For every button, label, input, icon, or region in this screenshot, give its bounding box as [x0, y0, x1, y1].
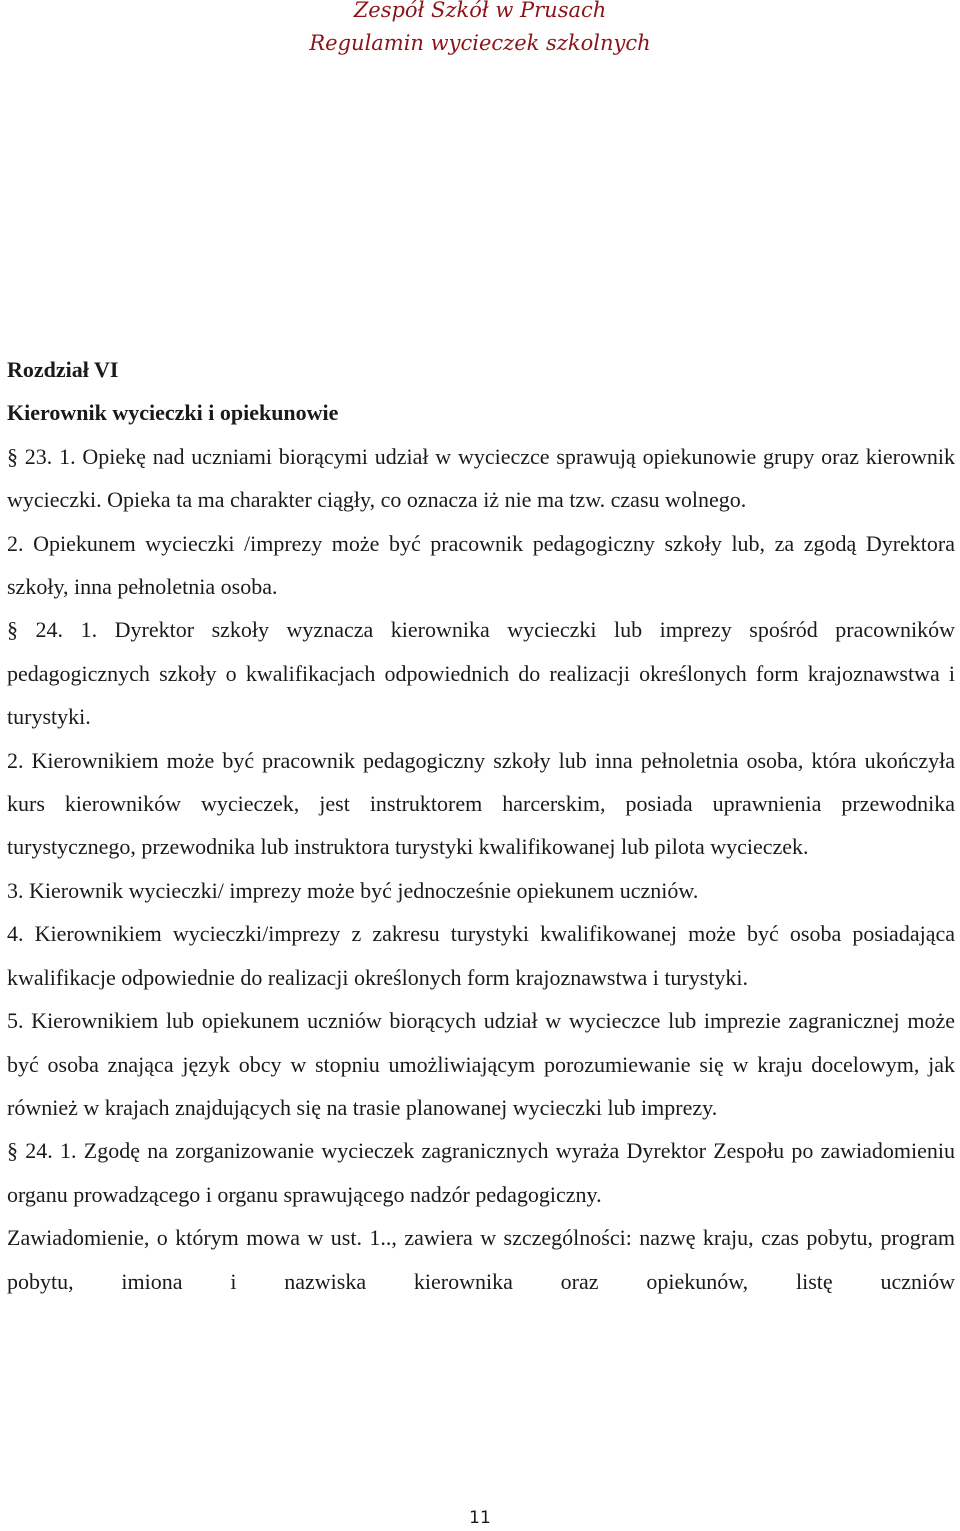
chapter-title: Kierownik wycieczki i opiekunowie	[7, 400, 339, 426]
header-document-title: Regulamin wycieczek szkolnych	[309, 31, 651, 55]
paragraph-24-1: § 24. 1. Dyrektor szkoły wyznacza kierownika wycieczki lub imprezy spośród pracowników pedagogicznych szkoły o kwalifikacjach odpowiednich do realizacji określonych form krajoznawstwa i turystyki.	[7, 617, 955, 730]
paragraph-24-5: 5. Kierownikiem lub opiekunem uczniów biorących udział w wycieczce lub imprezie zagranicznej może być osoba znająca język obcy w stopniu umożliwiającym porozumiewanie się w kraju docelowym, jak również w krajach znajdujących się na trasie planowanej wycieczki lub imprezy.	[7, 1008, 955, 1120]
paragraph-notification: Zawiadomienie, o którym mowa w ust. 1.., zawiera w szczególności: nazwę kraju, czas pobytu, program pobytu, imiona i nazwiska kierownika oraz opiekunów, listę uczniów	[7, 1225, 955, 1294]
paragraph-24b-1: § 24. 1. Zgodę na zorganizowanie wycieczek zagranicznych wyraża Dyrektor Zespołu po zawiadomieniu organu prowadzącego i organu sprawującego nadzór pedagogiczny.	[7, 1138, 955, 1207]
chapter-number: Rozdział VI	[7, 357, 119, 382]
page-number: 11	[469, 1508, 491, 1528]
header-school-name: Zespół Szkół w Prusach	[353, 0, 607, 22]
paragraph-24-2: 2. Kierownikiem może być pracownik pedagogiczny szkoły lub inna pełnoletnia osoba, która ukończyła kurs kierowników wycieczek, jest instruktorem harcerskim, posiada uprawnienia przewodnika turystycznego, przewodnika lub instruktora turystyki kwalifikowanej lub pilota wycieczek.	[7, 747, 955, 860]
paragraph-23-1: § 23. 1. Opiekę nad uczniami biorącymi udział w wycieczce sprawują opiekunowie grupy oraz kierownik wycieczki. Opieka ta ma charakter ciągły, co oznacza iż nie ma tzw. czasu wolnego.	[7, 443, 955, 513]
document-body	[7, 348, 955, 1303]
paragraph-24-3: 3. Kierownik wycieczki/ imprezy może być jednocześnie opiekunem uczniów.	[7, 877, 699, 903]
paragraph-24-4: 4. Kierownikiem wycieczki/imprezy z zakresu turystyki kwalifikowanej może być osoba posiadająca kwalifikacje odpowiednie do realizacji określonych form krajoznawstwa i turystyki.	[7, 921, 955, 990]
paragraph-23-2: 2. Opiekunem wycieczki /imprezy może być pracownik pedagogiczny szkoły lub, za zgodą Dyrektora szkoły, inna pełnoletnia osoba.	[7, 530, 955, 600]
